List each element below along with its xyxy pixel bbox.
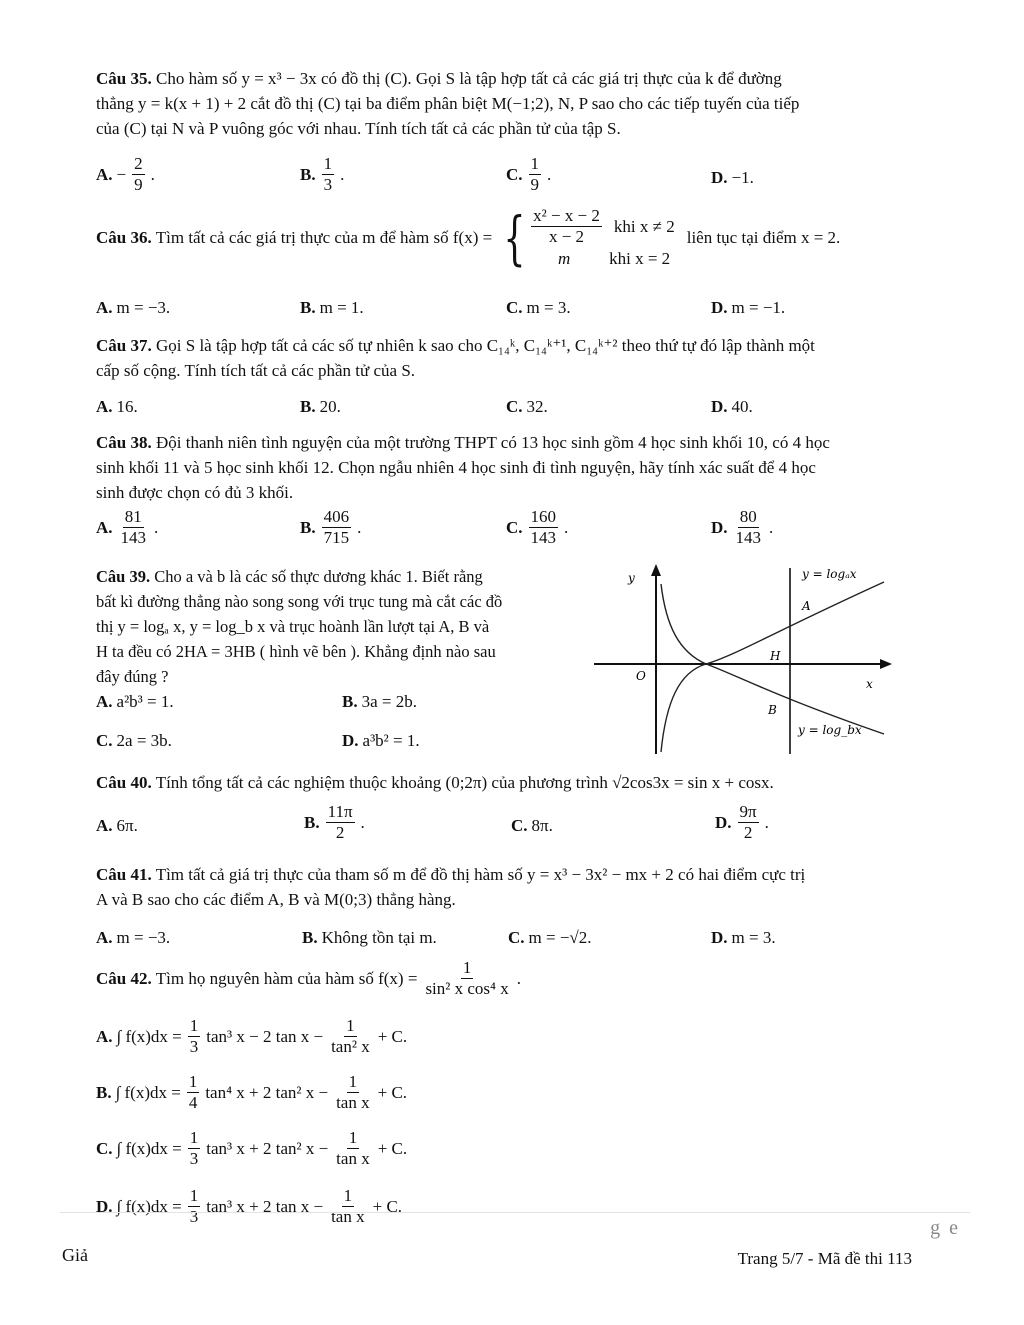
fraction <box>187 1072 200 1113</box>
denominator: 9 <box>134 175 143 194</box>
option-value: m = 1. <box>319 298 364 317</box>
option-value: a³b² = 1. <box>362 731 420 750</box>
option-a <box>96 1016 407 1057</box>
option-label: C. <box>508 928 525 947</box>
option-value: 40. <box>731 397 753 416</box>
denominator: 3 <box>189 1207 199 1226</box>
integral-terms: tan³ x − 2 tan x − <box>206 1026 324 1046</box>
question-label: Câu 41. <box>96 865 152 884</box>
option-d <box>715 802 769 843</box>
numerator: 1 <box>323 154 333 173</box>
numerator: 1 <box>530 154 540 173</box>
option-label: A. <box>96 517 113 537</box>
log-graph <box>594 562 896 758</box>
option-c <box>96 731 172 751</box>
fraction <box>188 1016 201 1057</box>
option-value: m = 3. <box>526 298 571 317</box>
denominator: 3 <box>189 1149 199 1168</box>
option-c <box>508 928 592 948</box>
option-a <box>96 298 170 318</box>
option-end: . <box>769 517 774 537</box>
x-axis-arrow-icon <box>880 659 892 669</box>
option-value: 16. <box>116 397 138 416</box>
option-b <box>302 928 437 948</box>
option-b <box>300 298 364 318</box>
denominator: 715 <box>323 528 350 547</box>
option-b <box>342 692 417 712</box>
option-label: B. <box>302 928 318 947</box>
option-c <box>96 1128 407 1169</box>
option-end: . <box>547 164 552 184</box>
option-end: . <box>150 164 155 184</box>
x-axis-label: x <box>866 677 873 691</box>
question-label: Câu 36. <box>96 227 152 247</box>
option-end: . <box>564 517 569 537</box>
option-label: C. <box>511 816 528 835</box>
question-38 <box>96 430 911 505</box>
fraction <box>531 206 602 247</box>
question-36 <box>96 203 841 272</box>
numerator: 1 <box>343 1186 353 1205</box>
option-label: A. <box>96 1026 113 1046</box>
numerator: 11π <box>327 802 353 821</box>
option-label: C. <box>506 164 523 184</box>
option-value: m = −3. <box>116 298 171 317</box>
fraction <box>188 1128 201 1169</box>
option-value: 6π. <box>116 816 138 835</box>
question-text-end: . <box>516 968 521 988</box>
option-value: m = −1. <box>731 298 786 317</box>
option-d <box>711 397 753 417</box>
option-label: A. <box>96 692 113 711</box>
option-sign: − <box>116 164 127 184</box>
option-d <box>342 731 420 751</box>
option-label: B. <box>300 397 316 416</box>
option-value: Không tồn tại m. <box>321 928 437 947</box>
question-text: sinh khối 11 và 5 học sinh khối 12. Chọn ngẫu nhiên 4 học sinh đi tình nguyện, hãy tính xác suất để 4 học <box>96 458 816 477</box>
question-text: Gọi S là tập hợp tất cả các số tự nhiên k sao cho C₁₄ᵏ, C₁₄ᵏ⁺¹, C₁₄ᵏ⁺² theo thứ tự đó lập thành một <box>155 336 815 355</box>
option-d <box>711 928 776 948</box>
option-d <box>96 1186 402 1227</box>
integral-terms: tan³ x + 2 tan x − <box>206 1196 324 1216</box>
numerator: 1 <box>348 1128 358 1147</box>
integral-lhs: ∫ f(x)dx = <box>116 1138 182 1158</box>
question-text: H ta đều có 2HA = 3HB ( hình vẽ bên ). Khẳng định nào sau <box>96 642 496 661</box>
option-end: . <box>357 517 362 537</box>
option-label: D. <box>711 517 728 537</box>
integral-end: + C. <box>372 1196 403 1216</box>
option-label: A. <box>96 397 113 416</box>
footer-left-text: Giả <box>62 1245 88 1265</box>
option-a <box>96 154 155 195</box>
question-text: Tìm tất cả các giá trị thực của m để hàm số f(x) = <box>155 227 493 247</box>
fraction <box>734 507 764 548</box>
option-label: B. <box>300 298 316 317</box>
denominator: 2 <box>335 823 345 842</box>
numerator: 2 <box>134 154 143 173</box>
curve-a-label: y = logₐx <box>802 567 857 581</box>
numerator: 9π <box>739 802 757 821</box>
fraction <box>334 1072 372 1113</box>
option-b <box>96 1072 407 1113</box>
numerator: 160 <box>530 507 557 526</box>
question-text: thẳng y = k(x + 1) + 2 cắt đồ thị (C) tại ba điểm phân biệt M(−1;2), N, P sao cho các tiếp tuyến của tiếp <box>96 94 800 113</box>
denominator: sin² x cos⁴ x <box>425 979 509 998</box>
integral-end: + C. <box>377 1026 408 1046</box>
option-a <box>96 692 174 712</box>
denominator: 143 <box>530 528 557 547</box>
numerator: 406 <box>323 507 350 526</box>
option-label: C. <box>506 517 523 537</box>
numerator: 1 <box>188 1072 198 1091</box>
option-c <box>506 397 548 417</box>
fraction <box>322 507 352 548</box>
option-label: A. <box>96 298 113 317</box>
denominator: 143 <box>735 528 762 547</box>
question-text: đây đúng ? <box>96 667 169 686</box>
option-label: D. <box>711 928 728 947</box>
question-text: Đội thanh niên tình nguyện của một trường THPT có 13 học sinh gồm 4 học sinh khối 10, có 4 học <box>155 433 830 452</box>
option-label: A. <box>96 816 113 835</box>
option-label: C. <box>96 1138 113 1158</box>
option-end: . <box>764 812 769 832</box>
piecewise-function <box>496 203 675 272</box>
option-end: . <box>360 812 365 832</box>
question-label: Câu 40. <box>96 773 152 792</box>
question-text: A và B sao cho các điểm A, B và M(0;3) thẳng hàng. <box>96 890 456 909</box>
numerator: 80 <box>739 507 757 526</box>
question-text: sinh được chọn có đủ 3 khối. <box>96 483 294 502</box>
denominator: tan x <box>336 1093 370 1112</box>
fraction <box>119 507 149 548</box>
option-label: D. <box>711 298 728 317</box>
option-value: 3a = 2b. <box>361 692 417 711</box>
fraction <box>529 154 542 195</box>
question-label: Câu 35. <box>96 69 152 88</box>
option-d <box>711 298 785 318</box>
denominator: 3 <box>323 175 333 194</box>
numerator: 1 <box>189 1016 199 1035</box>
option-a <box>96 507 158 548</box>
integral-terms: tan⁴ x + 2 tan² x − <box>205 1082 329 1102</box>
option-c <box>506 154 551 195</box>
question-label: Câu 38. <box>96 433 152 452</box>
question-label: Câu 39. <box>96 567 151 586</box>
question-label: Câu 37. <box>96 336 152 355</box>
case-condition: khi x ≠ 2 <box>613 216 675 236</box>
option-label: B. <box>96 1082 112 1102</box>
case-condition: khi x = 2 <box>609 249 671 268</box>
option-c <box>511 816 553 836</box>
question-text: Cho a và b là các số thực dương khác 1. Biết rằng <box>154 567 483 586</box>
integral-terms: tan³ x + 2 tan² x − <box>206 1138 329 1158</box>
integral-lhs: ∫ f(x)dx = <box>115 1082 181 1102</box>
origin-label: O <box>636 669 646 683</box>
y-axis-arrow-icon <box>651 564 661 576</box>
question-41 <box>96 862 911 912</box>
option-label: A. <box>96 928 113 947</box>
page-footer: Trang 5/7 - Mã đề thi 113 <box>737 1249 912 1268</box>
fraction <box>423 958 510 999</box>
question-text: Tìm họ nguyên hàm của hàm số f(x) = <box>155 968 418 988</box>
denominator: 2 <box>743 823 753 842</box>
option-label: C. <box>506 298 523 317</box>
option-label: B. <box>300 164 316 184</box>
brace: { <box>503 203 526 272</box>
integral-lhs: ∫ f(x)dx = <box>116 1026 182 1046</box>
option-value: 20. <box>319 397 341 416</box>
question-text: bất kì đường thẳng nào song song với trục tung mà cắt các đồ <box>96 592 503 611</box>
option-value: 32. <box>526 397 548 416</box>
option-value: −1. <box>731 168 754 187</box>
question-text: cấp số cộng. Tính tích tất cả các phần tử của S. <box>96 361 416 380</box>
question-40 <box>96 770 911 795</box>
option-label: D. <box>715 812 732 832</box>
option-d <box>711 168 754 188</box>
denominator: tan x <box>331 1207 365 1226</box>
integral-end: + C. <box>377 1082 408 1102</box>
question-text: Cho hàm số y = x³ − 3x có đồ thị (C). Gọi S là tập hợp tất cả các giá trị thực của k để đường <box>155 69 782 88</box>
denominator: x − 2 <box>548 227 585 246</box>
fraction <box>326 802 355 843</box>
option-label: B. <box>342 692 358 711</box>
option-c <box>506 507 568 548</box>
option-value: 2a = 3b. <box>116 731 172 750</box>
denominator: 4 <box>188 1093 198 1112</box>
fraction <box>188 1186 201 1227</box>
option-label: D. <box>342 731 359 750</box>
option-label: C. <box>506 397 523 416</box>
denominator: tan² x <box>331 1037 370 1056</box>
fraction <box>329 1016 372 1057</box>
denominator: 143 <box>120 528 147 547</box>
option-label: D. <box>96 1196 113 1216</box>
option-label: C. <box>96 731 113 750</box>
option-label: D. <box>711 168 728 187</box>
question-text: của (C) tại N và P vuông góc với nhau. Tính tích tất cả các phần tử của tập S. <box>96 119 621 138</box>
option-a <box>96 816 138 836</box>
question-text: Tìm tất cả giá trị thực của tham số m để đồ thị hàm số y = x³ − 3x² − mx + 2 có hai điểm cực trị <box>155 865 806 884</box>
numerator: 1 <box>462 958 472 977</box>
option-d <box>711 507 773 548</box>
fraction <box>738 802 759 843</box>
question-42 <box>96 958 521 999</box>
option-c <box>506 298 571 318</box>
option-value: a²b³ = 1. <box>116 692 174 711</box>
footer-divider <box>60 1212 970 1213</box>
question-label: Câu 42. <box>96 968 152 988</box>
option-b <box>300 397 341 417</box>
case-value: m <box>557 249 571 268</box>
option-end: . <box>154 517 159 537</box>
y-axis-label: y <box>628 571 635 585</box>
denominator: 9 <box>530 175 540 194</box>
option-b <box>304 802 365 843</box>
fraction <box>529 507 559 548</box>
question-37 <box>96 333 911 383</box>
integral-lhs: ∫ f(x)dx = <box>116 1196 182 1216</box>
option-value: m = 3. <box>731 928 776 947</box>
numerator: 1 <box>348 1072 358 1091</box>
option-value: 8π. <box>531 816 553 835</box>
option-a <box>96 928 170 948</box>
question-text: thị y = logₐ x, y = log_b x và trục hoành lần lượt tại A, B và <box>96 617 490 636</box>
numerator: x² − x − 2 <box>533 206 600 225</box>
numerator: 1 <box>189 1186 199 1205</box>
corner-mark: g e <box>930 1217 960 1239</box>
option-label: B. <box>304 812 320 832</box>
fraction <box>329 1186 367 1227</box>
denominator: 3 <box>189 1037 199 1056</box>
question-text: Tính tổng tất cả các nghiệm thuộc khoảng (0;2π) của phương trình √2cos3x = sin x + cosx. <box>155 773 774 792</box>
option-label: A. <box>96 164 113 184</box>
question-39 <box>96 564 576 689</box>
question-text: liên tục tại điểm x = 2. <box>686 227 841 247</box>
option-a <box>96 397 138 417</box>
point-b-label: B <box>768 703 777 717</box>
fraction <box>132 154 145 195</box>
option-b <box>300 507 361 548</box>
numerator: 1 <box>189 1128 199 1147</box>
option-value: m = −3. <box>116 928 171 947</box>
question-35 <box>96 66 911 141</box>
fraction <box>322 154 335 195</box>
option-label: B. <box>300 517 316 537</box>
point-a-label: A <box>802 599 811 613</box>
curve-b-label: y = log_bx <box>798 723 862 737</box>
option-end: . <box>340 164 345 184</box>
option-b <box>300 154 344 195</box>
fraction <box>334 1128 372 1169</box>
denominator: tan x <box>336 1149 370 1168</box>
option-value: m = −√2. <box>528 928 592 947</box>
point-h-label: H <box>770 649 781 663</box>
option-label: D. <box>711 397 728 416</box>
numerator: 1 <box>346 1016 355 1035</box>
integral-end: + C. <box>377 1138 408 1158</box>
numerator: 81 <box>124 507 142 526</box>
